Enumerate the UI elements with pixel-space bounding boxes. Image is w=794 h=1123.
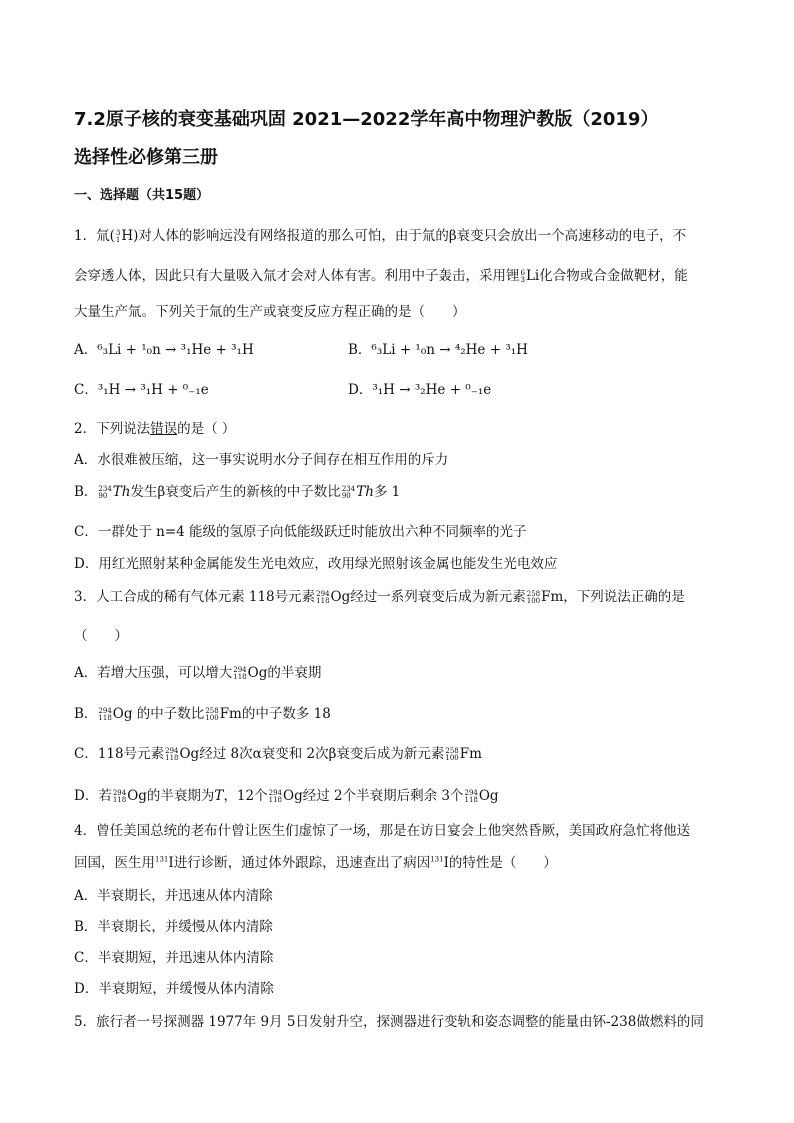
q1-option-c[interactable]: C．³₁H → ³₁H + ⁰₋₁e bbox=[74, 382, 209, 398]
q2-option-c[interactable]: C．一群处于 n=4 能级的氢原子向低能级跃迁时能放出六种不同频率的光子 bbox=[74, 524, 527, 540]
emphasis-underline: 错误 bbox=[150, 421, 178, 437]
nuclide-i131: 131 bbox=[155, 855, 169, 864]
q1-text: Li化合物或合金做靶材，能 bbox=[525, 268, 688, 284]
q1-option-b[interactable]: B．⁶₃Li + ¹₀n → ⁴₂He + ³₁H bbox=[348, 342, 528, 358]
nuclide-og294: 294 118 bbox=[165, 746, 179, 762]
nuclide-th234: 234 90 bbox=[341, 484, 356, 500]
nuclide-og294: 294 118 bbox=[316, 589, 330, 605]
q1-option-a[interactable]: A．⁶₃Li + ¹₀n → ³₁He + ³₁H bbox=[74, 342, 254, 358]
q2-option-a[interactable]: A．水很难被压缩，这一事实说明水分子间存在相互作用的斥力 bbox=[74, 452, 449, 468]
q3-option-c[interactable]: C．118号元素 294 118 Og经过 8次α衰变和 2次β衰变后成为新元素 258 100 Fm bbox=[74, 746, 482, 762]
nuclide-fm258: 258 100 bbox=[445, 746, 459, 762]
q4-option-d[interactable]: D．半衰期短，并缓慢从体内清除 bbox=[74, 981, 274, 997]
nuclide-og294: 294 118 bbox=[268, 788, 282, 804]
q4-line-1: 4．曾任美国总统的老布什曾让医生们虚惊了一场，那是在访日宴会上他突然昏厥，美国政府急忙将他送 bbox=[74, 823, 691, 839]
section-header: 一、选择题（共15题） bbox=[74, 188, 210, 203]
q4-option-c[interactable]: C．半衰期短，并迅速从体内清除 bbox=[74, 950, 274, 966]
q3-line-2: （ ） bbox=[74, 628, 128, 644]
nuclide-h3: 3 1 bbox=[115, 228, 121, 244]
q1-text: 1．氚( bbox=[74, 228, 115, 244]
nuclide-og294: 294 118 bbox=[112, 788, 127, 804]
q3-option-a[interactable]: A．若增大压强，可以增大 294 118 Og的半衰期 bbox=[74, 665, 322, 681]
nuclide-fm258: 258 100 bbox=[526, 589, 541, 605]
nuclide-i131: 131 bbox=[430, 855, 444, 864]
q4-option-a[interactable]: A．半衰期长，并迅速从体内清除 bbox=[74, 888, 273, 904]
q2-option-b[interactable]: B． 234 90 Th发生β衰变后产生的新核的中子数比 234 90 Th多 1 bbox=[74, 484, 401, 500]
q1-line-3: 大量生产氚。下列关于氚的生产或衰变反应方程正确的是（ ） bbox=[74, 304, 466, 320]
nuclide-th234: 234 90 bbox=[98, 484, 112, 500]
q2-stem: 2．下列说法错误的是（ ） bbox=[74, 421, 236, 437]
q4-line-2: 回国，医生用$^{131}$I进行诊断，通过体外跟踪，迅速查出了病因$^{131}$I的特性是（ ） bbox=[74, 855, 557, 871]
q3-option-d[interactable]: D．若 294 118 Og的半衰期为T，12个 294 118 Og经过 2个半衰期后剩余 3个 294 118 Og bbox=[74, 788, 499, 804]
q4-option-b[interactable]: B．半衰期长，并缓慢从体内清除 bbox=[74, 919, 273, 935]
q2-option-d[interactable]: D．用红光照射某种金属能发生光电效应，改用绿光照射该金属也能发生光电效应 bbox=[74, 556, 558, 572]
q5-line-1: 5．旅行者一号探测器 1977年 9月 5日发射升空，探测器进行变轨和姿态调整的能量由钚-238做燃料的同 bbox=[74, 1014, 704, 1030]
nuclide-og294: 294 118 bbox=[233, 665, 247, 681]
q1-text: 会穿透人体，因此只有大量吸入氚才会对人体有害。利用中子轰击，采用锂 bbox=[74, 268, 520, 284]
q1-line-1 bbox=[74, 224, 686, 244]
q1-line-2 bbox=[74, 264, 688, 284]
q1-option-d[interactable]: D．³₁H → ³₂He + ⁰₋₁e bbox=[348, 382, 492, 398]
q3-line-1: 3．人工合成的稀有气体元素 118号元素 294 118 Og经过一系列衰变后成为新元素 258 100 Fm，下列说法正确的是 bbox=[74, 589, 685, 605]
nuclide-og294: 294 118 bbox=[464, 788, 478, 804]
nuclide-fm258: 258 100 bbox=[205, 706, 219, 722]
nuclide-og294: 294 118 bbox=[98, 706, 112, 722]
q3-option-b[interactable]: B． 294 118 Og 的中子数比 258 100 Fm的中子数多 18 bbox=[74, 706, 331, 722]
q1-text: H)对人体的影响远没有网络报道的那么可怕，由于氚的β衰变只会放出一个高速移动的电子，不 bbox=[121, 228, 687, 244]
title-line-1: 7.2原子核的衰变基础巩固 2021—2022学年高中物理沪教版（2019） bbox=[74, 109, 659, 130]
document-title bbox=[74, 101, 734, 177]
nuclide-li6: 6 3 bbox=[520, 268, 525, 284]
title-line-2: 选择性必修第三册 bbox=[74, 147, 218, 168]
